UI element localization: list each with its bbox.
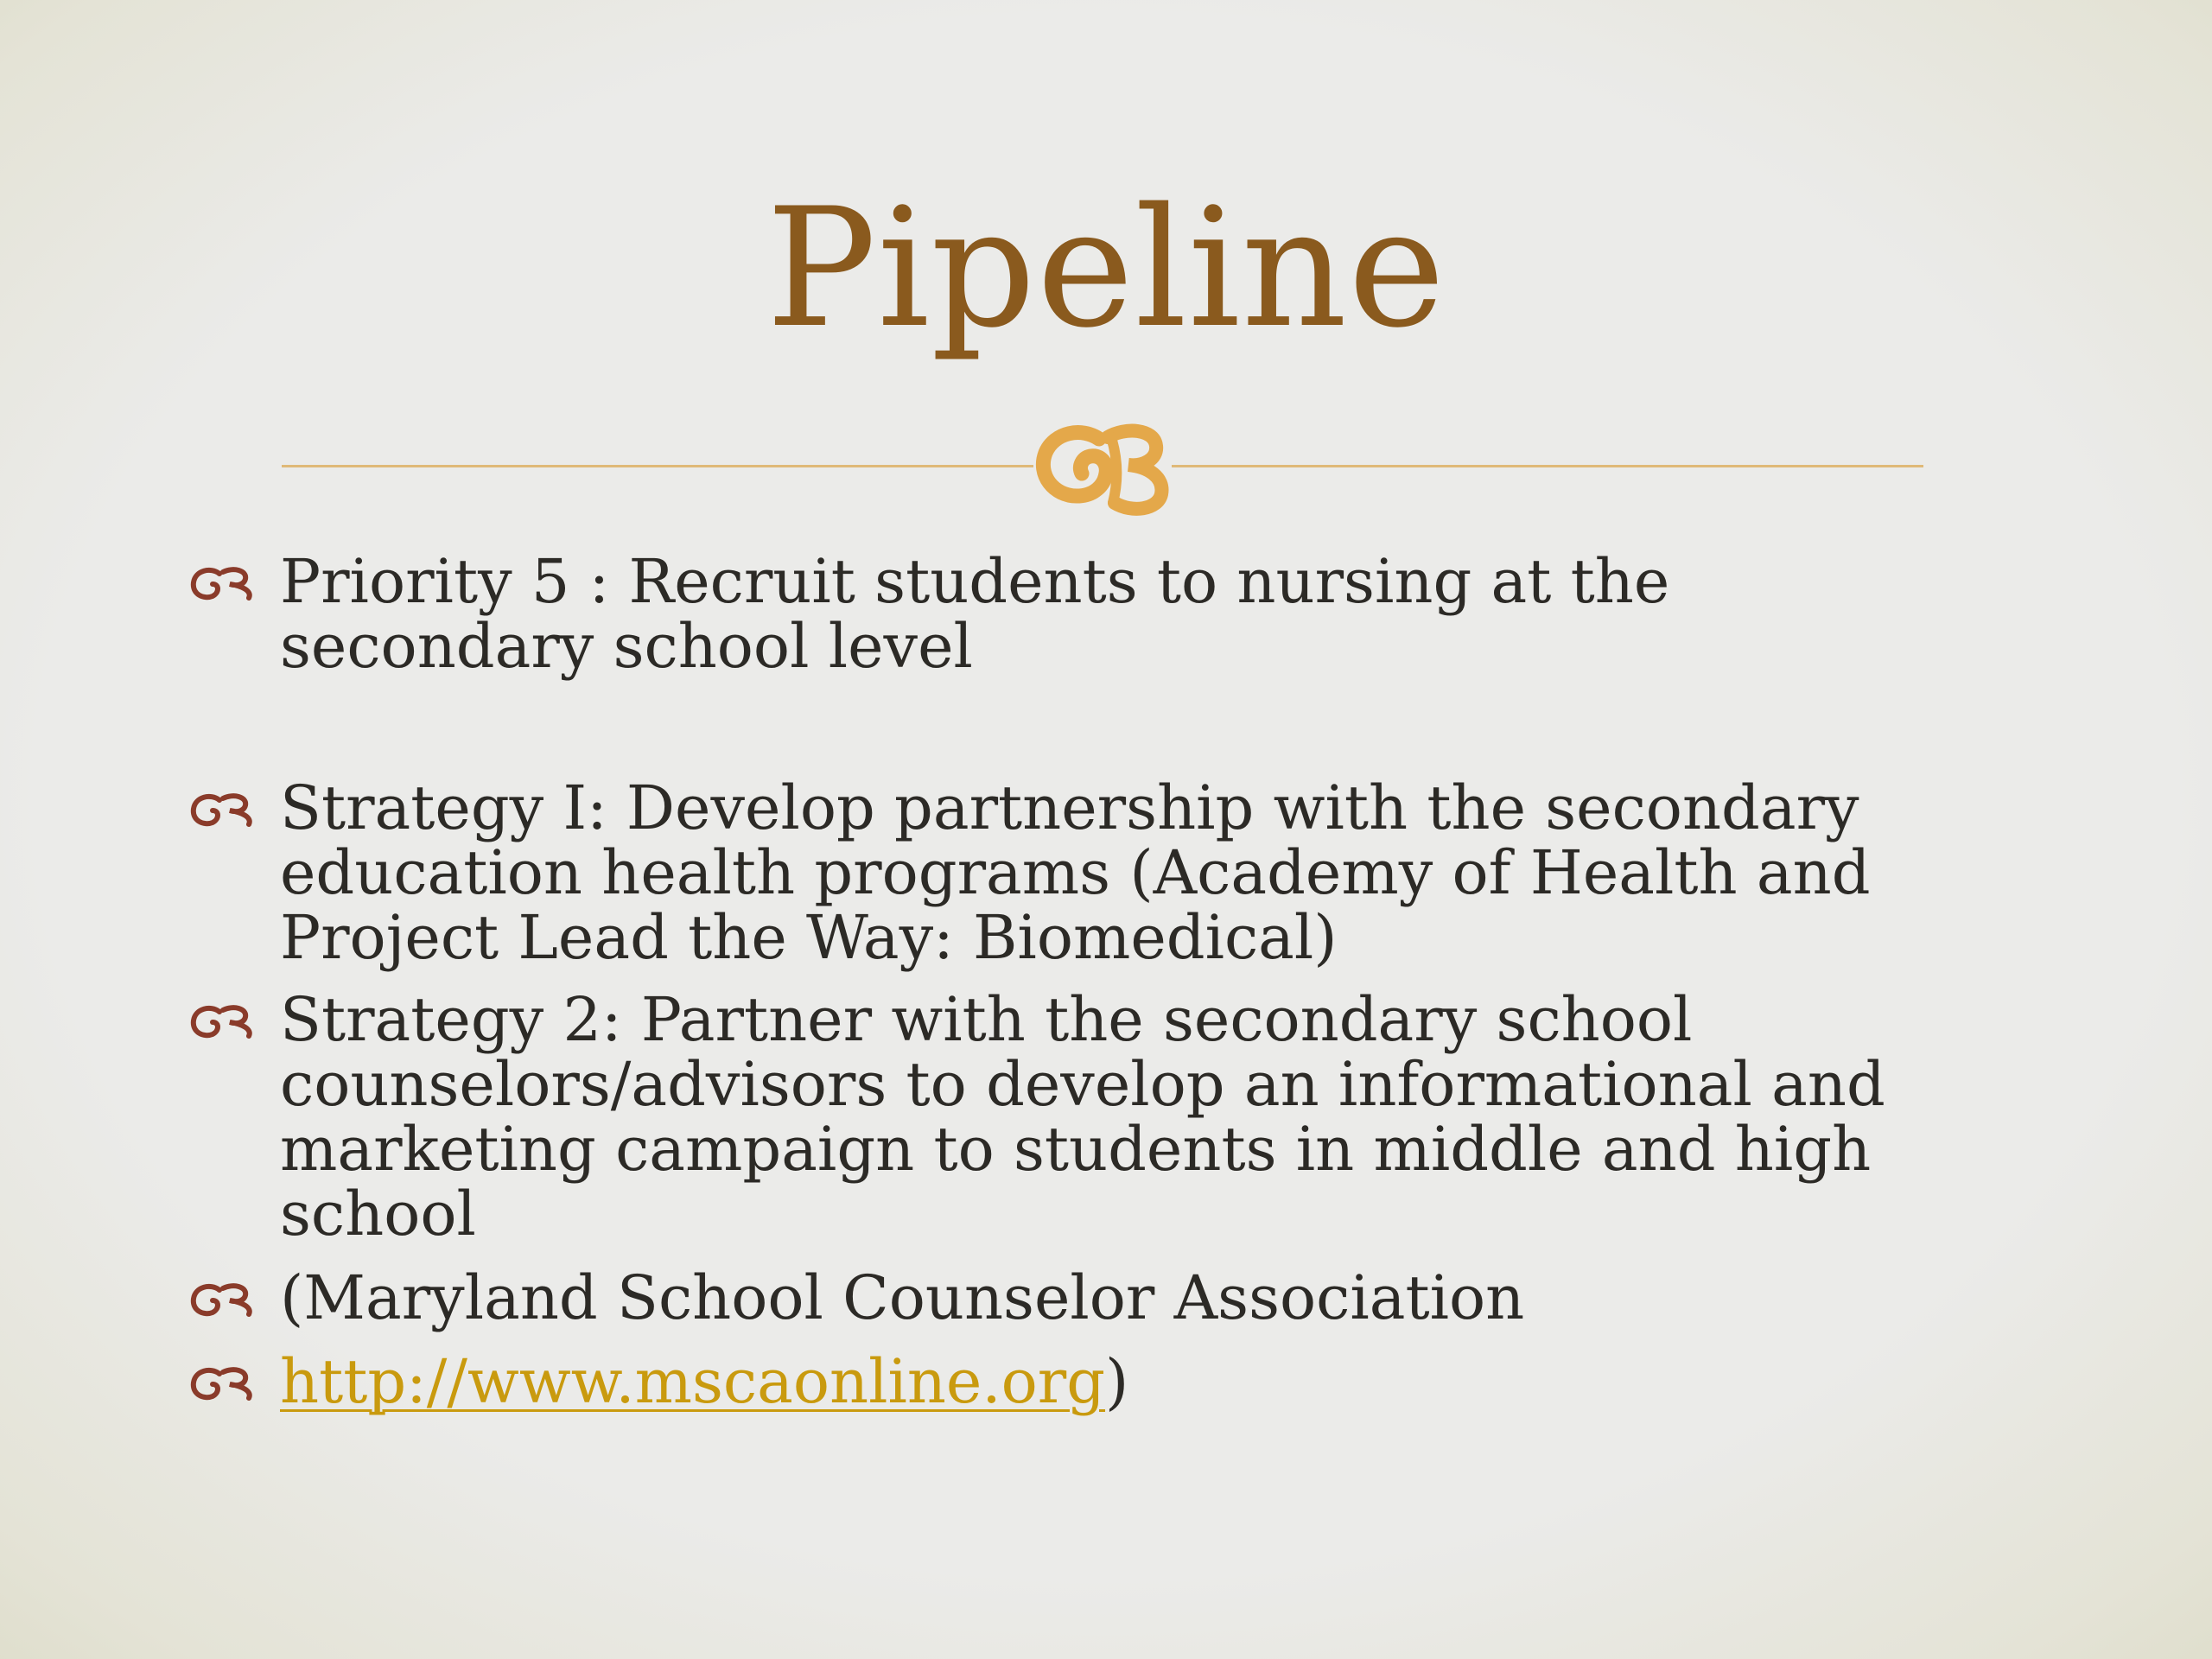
link-suffix: ) <box>1105 1346 1129 1417</box>
divider-line-right <box>1172 465 1923 467</box>
flourish-bullet-icon <box>188 1280 257 1318</box>
flourish-ornament-icon <box>1028 413 1184 517</box>
bullet-text: Strategy 2: Partner with the secondary school counselors/advisors to develop an informational and marketing campaign to students in middle and high school <box>280 984 1885 1249</box>
bullet-list <box>188 546 1986 1417</box>
flourish-bullet-icon <box>188 1363 257 1402</box>
msca-website-link[interactable]: http://www.mscaonline.org <box>280 1346 1106 1417</box>
flourish-bullet-icon <box>188 563 257 601</box>
flourish-bullet-icon <box>188 790 257 828</box>
bullet-link <box>188 1346 1986 1417</box>
flourish-bullet-icon <box>188 1001 257 1039</box>
bullet-strategy-2 <box>188 984 1986 1249</box>
title-divider <box>282 465 1923 467</box>
divider-line-left <box>282 465 1033 467</box>
bullet-association <box>188 1262 1986 1333</box>
bullet-text: (Maryland School Counselor Association <box>280 1262 1525 1333</box>
bullet-strategy-1 <box>188 772 1986 973</box>
slide-title: Pipeline <box>766 173 1446 364</box>
bullet-priority-5 <box>188 546 1986 682</box>
bullet-text: Priority 5 : Recruit students to nursing at the secondary school level <box>280 546 1670 682</box>
bullet-text: Strategy I: Develop partnership with the secondary education health programs (Academy of Health and Project Lead the Way: Biomedical) <box>280 772 1871 973</box>
